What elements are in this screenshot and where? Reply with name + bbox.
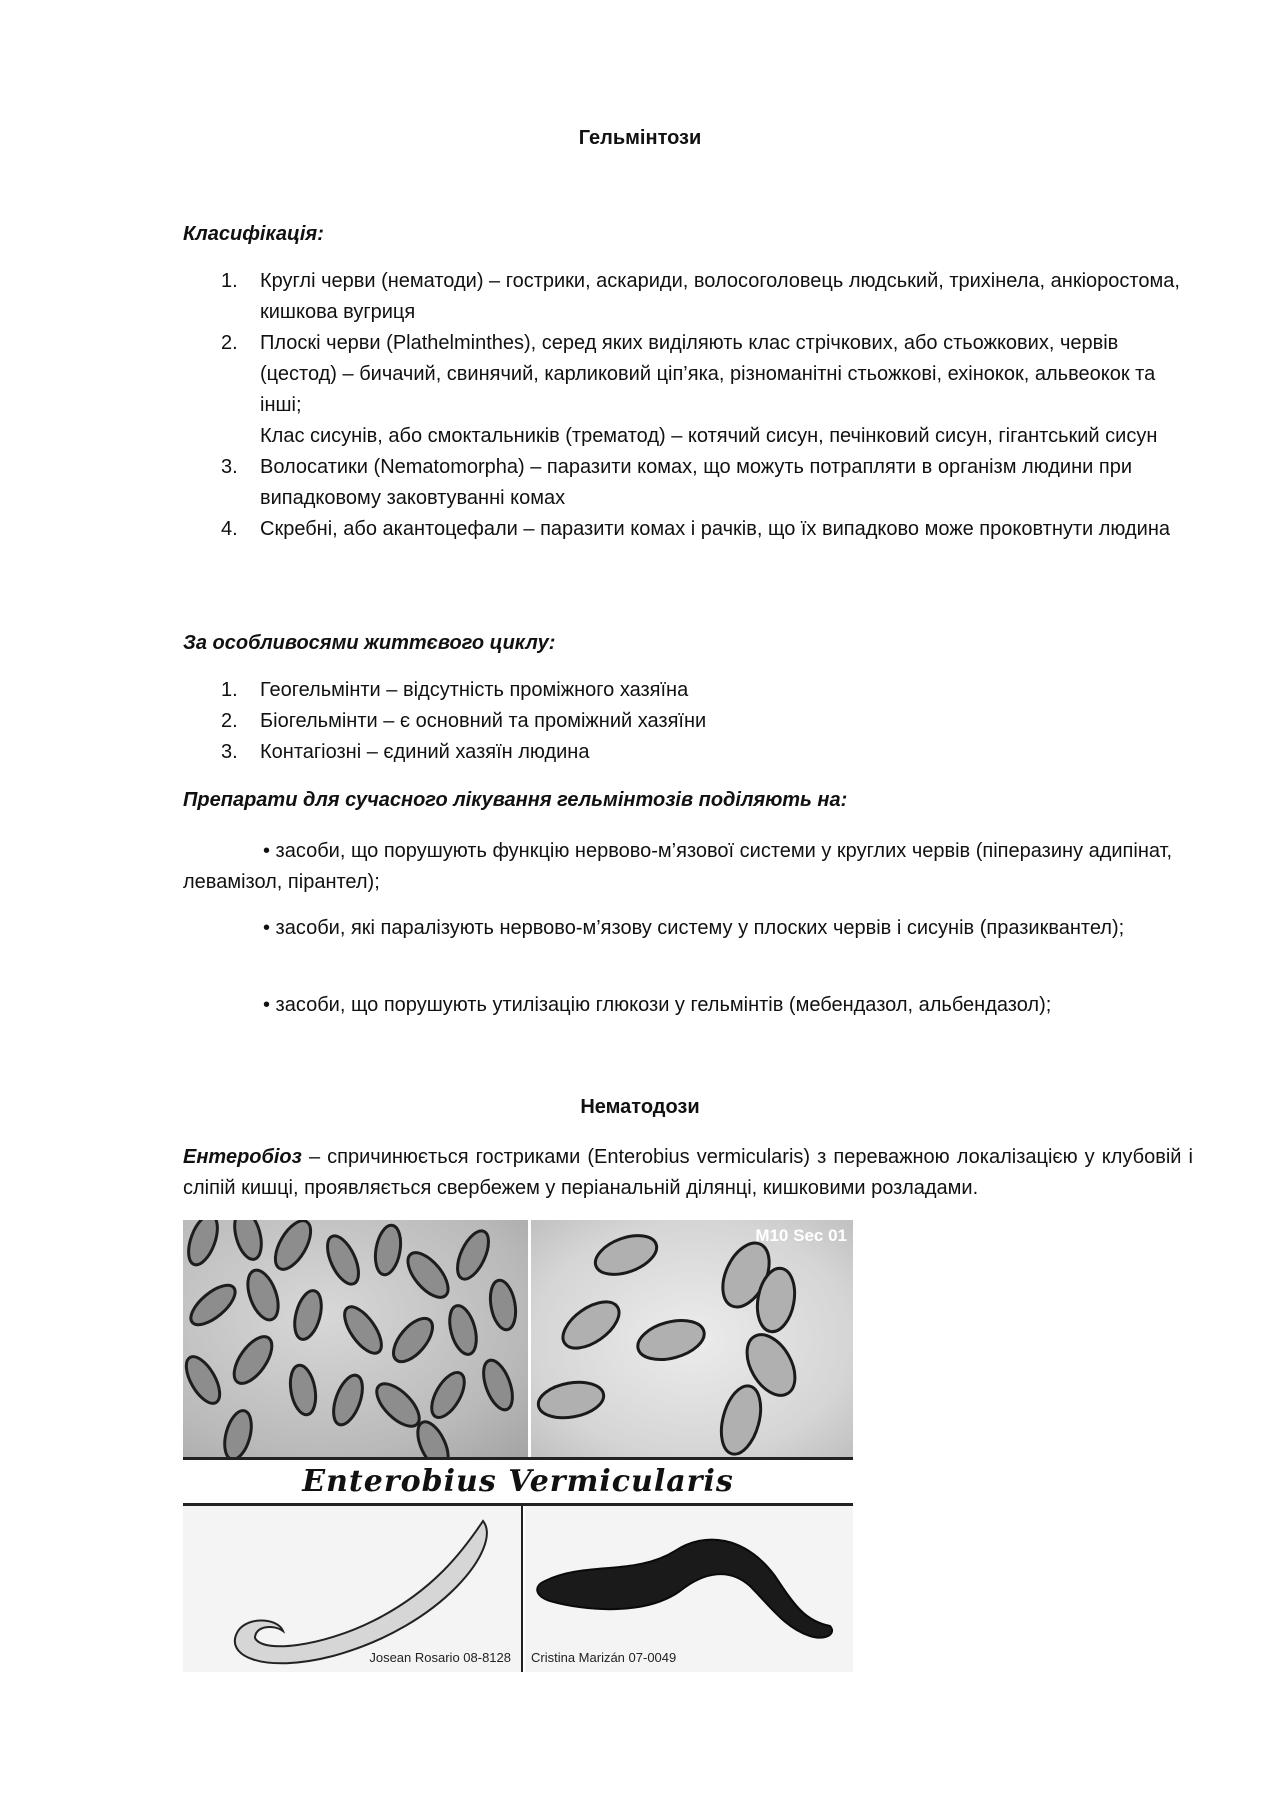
list-number: 1.	[221, 270, 238, 292]
list-text: Контагіозні – єдиний хазяїн людина	[260, 741, 590, 763]
figure-banner	[183, 1457, 853, 1506]
list-text: Геогельмінти – відсутність проміжного хазяїна	[260, 679, 689, 701]
banner-text: Enterobius Vermicularis	[302, 1464, 734, 1499]
enterobius-figure	[183, 1220, 853, 1672]
list-text: Волосатики (Nematomorpha) – паразити комах, що можуть потрапляти в організм людини при випадковому заковтуванні комах	[260, 456, 1133, 509]
eggs-micrograph-right	[531, 1220, 853, 1457]
drug-bullet-3	[183, 990, 1193, 1021]
list-text: Плоскі черви (Plathelminthes), серед яких виділяють клас стрічкових, або стьожкових, червів (цестод) – бичачий, свинячий, карликовий ціп’яка, різноманітні стьожкові, ехінокок, альвеокок та інші;	[260, 332, 1156, 416]
list-text: Біогельмінти – є основний та проміжний хазяїни	[260, 710, 707, 732]
drugs-heading: Препарати для сучасного лікування гельмінтозів поділяють на:	[183, 789, 848, 811]
bullet-text: • засоби, які паралізують нервово-м’язову систему у плоских червів і сисунів (празиквантел);	[263, 917, 1125, 939]
list-number: 2.	[221, 710, 238, 732]
classification-list	[183, 266, 1183, 545]
list-item	[183, 675, 1183, 706]
classification-heading: Класифікація:	[183, 223, 324, 245]
page-title: Гельмінтози	[578, 127, 702, 149]
enterobiosis-term: Ентеробіоз	[183, 1146, 302, 1168]
slide-label: M10 Sec 01	[755, 1226, 847, 1245]
list-item	[183, 452, 1183, 514]
list-item	[183, 514, 1183, 545]
enterobiosis-paragraph	[183, 1142, 1193, 1204]
list-number: 1.	[221, 679, 238, 701]
worm-photo-right	[525, 1506, 853, 1672]
worm-drawing-left	[183, 1506, 523, 1672]
list-item	[183, 737, 1183, 768]
life-cycle-heading: За особливосями життєвого циклу:	[183, 632, 556, 654]
list-number: 3.	[221, 741, 238, 763]
list-number: 2.	[221, 332, 238, 354]
bullet-text: • засоби, що порушують функцію нервово-м’язової системи у круглих червів (піперазину адипінат, левамізол, пірантел);	[183, 840, 1173, 893]
eggs-micrograph-left	[183, 1220, 528, 1457]
bullet-text: • засоби, що порушують утилізацію глюкози у гельмінтів (мебендазол, альбендазол);	[263, 994, 1052, 1016]
life-cycle-list	[183, 675, 1183, 768]
drug-bullet-2	[183, 913, 1193, 944]
list-item	[183, 266, 1183, 328]
drug-bullet-1	[183, 836, 1193, 898]
list-number: 3.	[221, 456, 238, 478]
list-text: Круглі черви (нематоди) – гострики, аскариди, волосоголовець людський, трихінела, анкіоростома, кишкова вугриця	[260, 270, 1180, 323]
list-number: 4.	[221, 518, 238, 540]
list-item	[183, 328, 1183, 452]
list-item	[183, 706, 1183, 737]
credit-right: Cristina Marizán 07-0049	[531, 1650, 677, 1665]
list-text: Клас сисунів, або смоктальників (трематод) – котячий сисун, печінковий сисун, гігантський сисун	[260, 425, 1158, 447]
enterobiosis-text: – спричинюється гостриками (Enterobius vermicularis) з переважною локалізацією у клубовій і сліпій кишці, проявляється свербежем у періанальній ділянці, кишковими розладами.	[183, 1146, 1193, 1199]
credit-left: Josean Rosario 08-8128	[369, 1650, 511, 1665]
list-text: Скребні, або акантоцефали – паразити комах і рачків, що їх випадково може проковтнути людина	[260, 518, 1170, 540]
nematodes-title: Нематодози	[580, 1096, 700, 1118]
